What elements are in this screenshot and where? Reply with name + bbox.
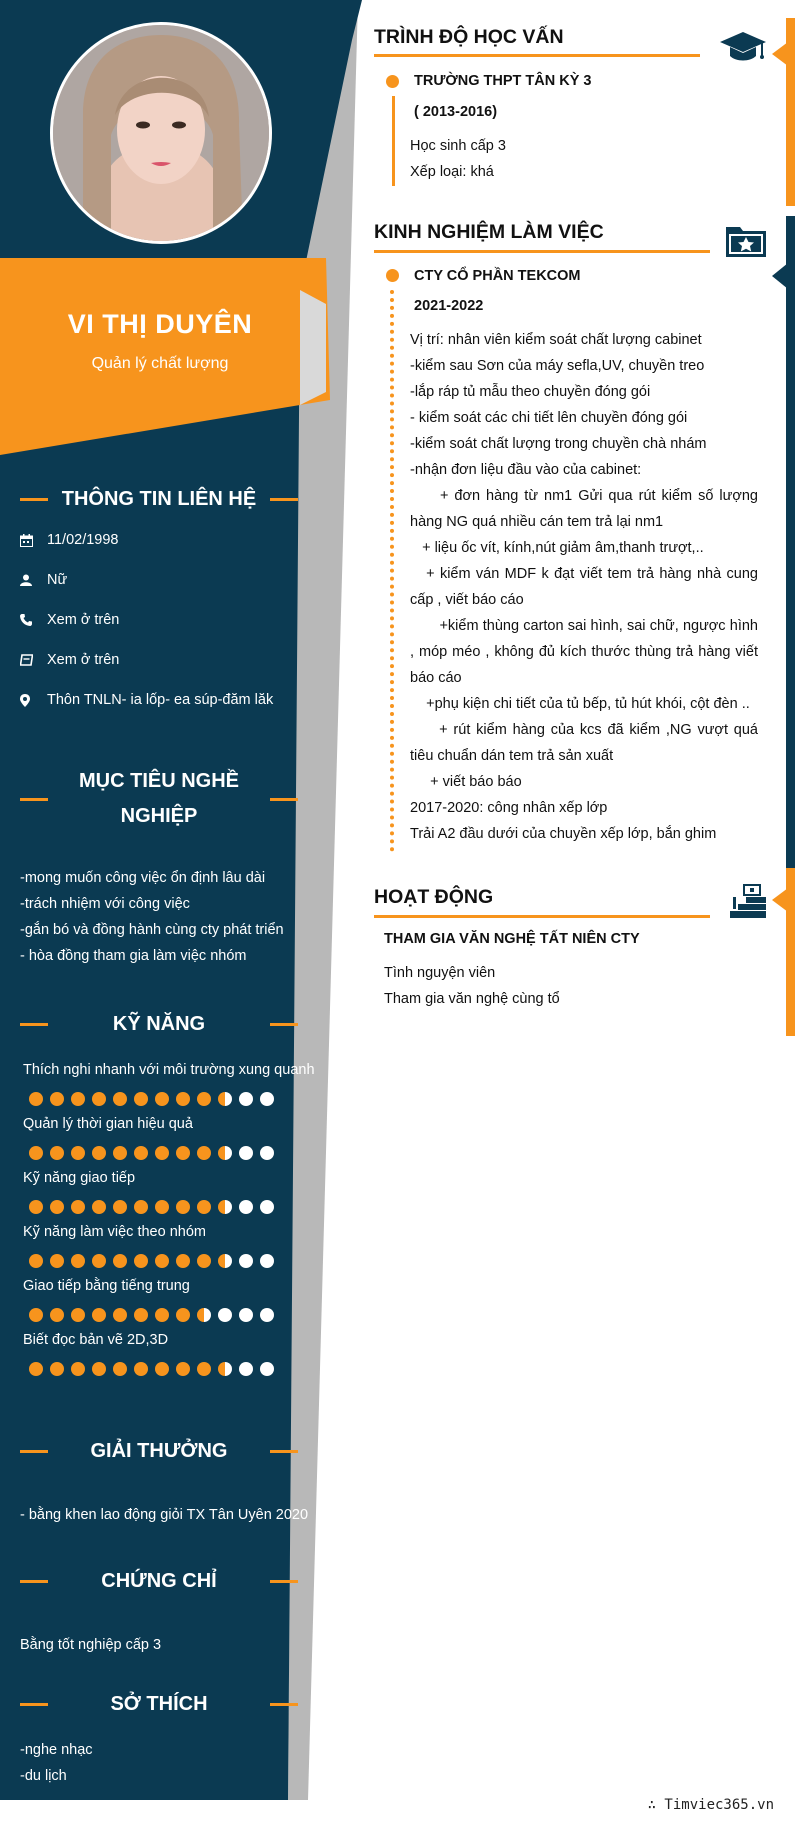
- contact-text: Xem ở trên: [47, 612, 120, 628]
- section-title: [48, 764, 270, 834]
- rating-dot: [50, 1362, 64, 1376]
- rating-dot: [134, 1092, 148, 1106]
- timeline-dotted-line: [390, 290, 394, 852]
- skill-rating: [29, 1362, 274, 1376]
- rating-dot: [71, 1362, 85, 1376]
- section-title: SỞ THÍCH: [110, 1693, 208, 1715]
- experience-details: [410, 327, 763, 847]
- rating-dot: [176, 1254, 190, 1268]
- experience-line: +phụ kiện chi tiết của tủ bếp, tủ hút khói, cột đèn ..: [410, 696, 750, 712]
- skill-name: Quản lý thời gian hiệu quả: [23, 1116, 193, 1132]
- skill-rating: [29, 1146, 274, 1160]
- rating-dot: [50, 1254, 64, 1268]
- rating-dot: [71, 1146, 85, 1160]
- education-detail: Xếp loại: khá: [410, 164, 494, 180]
- timeline-bullet: [386, 75, 399, 88]
- heading-dash: [270, 1023, 298, 1026]
- section-title: THÔNG TIN LIÊN HỆ: [61, 488, 257, 510]
- contact-phone: [20, 612, 119, 628]
- experience-period: 2021-2022: [414, 298, 484, 314]
- experience-line: -kiểm sau Sơn của máy sefla,UV, chuyền treo: [410, 358, 705, 374]
- rating-dot: [155, 1308, 169, 1322]
- experience-line: Vị trí: nhân viên kiểm soát chất lượng cabinet: [410, 332, 702, 348]
- graduation-cap-icon: [720, 30, 766, 69]
- rating-dot: [71, 1200, 85, 1214]
- rating-dot: [113, 1146, 127, 1160]
- watermark: ∴ Timviec365.vn: [647, 1797, 774, 1813]
- rating-dot: [50, 1146, 64, 1160]
- skill-rating: [29, 1308, 274, 1322]
- rating-dot: [155, 1200, 169, 1214]
- rating-dot: [239, 1308, 253, 1322]
- activity-title: THAM GIA VĂN NGHỆ TẤT NIÊN CTY: [384, 931, 640, 947]
- objective-line: - hòa đồng tham gia làm việc nhóm: [20, 948, 247, 964]
- rating-dot: [239, 1362, 253, 1376]
- certificate-text: Bằng tốt nghiệp cấp 3: [20, 1637, 162, 1653]
- rating-dot: [134, 1146, 148, 1160]
- job-title: Quản lý chất lượng: [91, 355, 229, 372]
- email-icon: [20, 654, 47, 666]
- contact-birthday: [20, 532, 119, 548]
- contact-gender: [20, 572, 67, 588]
- calendar-icon: [20, 534, 47, 547]
- rating-dot: [29, 1362, 43, 1376]
- school-name: TRƯỜNG THPT TÂN KỲ 3: [414, 73, 592, 89]
- experience-line: + viết báo báo: [410, 774, 522, 790]
- rating-dot: [113, 1092, 127, 1106]
- rating-dot: [176, 1200, 190, 1214]
- section-title: GIẢI THƯỞNG: [90, 1440, 228, 1462]
- rating-dot: [155, 1146, 169, 1160]
- activity-line: Tình nguyện viên: [384, 965, 496, 981]
- rating-dot: [50, 1200, 64, 1214]
- objective-line: -trách nhiệm với công việc: [20, 896, 190, 912]
- rating-dot: [197, 1092, 211, 1106]
- rating-dot: [29, 1146, 43, 1160]
- award-text: - bằng khen lao động giỏi TX Tân Uyên 2020: [20, 1507, 309, 1523]
- contact-text: Thôn TNLN- ia lốp- ea súp-đăm lăk: [47, 692, 274, 708]
- accent-notch: [772, 42, 788, 66]
- skill-name: Kỹ năng giao tiếp: [23, 1170, 136, 1186]
- rating-dot: [260, 1362, 274, 1376]
- objective-line: -mong muốn công việc ổn định lâu dài: [20, 870, 266, 886]
- rating-dot: [113, 1362, 127, 1376]
- rating-dot: [176, 1362, 190, 1376]
- skill-name: Kỹ năng làm việc theo nhóm: [23, 1224, 206, 1240]
- heading-underline: [374, 54, 700, 57]
- section-title: KỸ NĂNG: [112, 1013, 206, 1035]
- heading-dash: [270, 798, 298, 801]
- rating-dot: [260, 1092, 274, 1106]
- rating-dot: [134, 1254, 148, 1268]
- experience-line: -nhận đơn liệu đầu vào của cabinet:: [410, 462, 642, 478]
- rating-dot: [113, 1308, 127, 1322]
- rating-dot: [218, 1146, 232, 1160]
- objective-heading: [20, 764, 298, 834]
- experience-line: + liệu ốc vít, kính,nút giảm âm,thanh trượt,..: [410, 540, 704, 556]
- rating-dot: [197, 1254, 211, 1268]
- heading-dash: [20, 1023, 48, 1026]
- location-pin-icon: [20, 694, 47, 707]
- rating-dot: [218, 1362, 232, 1376]
- rating-dot: [176, 1146, 190, 1160]
- skill-rating: [29, 1254, 274, 1268]
- section-title-line: MỤC TIÊU NGHỀ: [79, 770, 239, 792]
- rating-dot: [197, 1362, 211, 1376]
- rating-dot: [197, 1146, 211, 1160]
- accent-notch: [772, 888, 788, 912]
- education-period: ( 2013-2016): [414, 104, 498, 120]
- hobby-line: -nghe nhạc: [20, 1742, 93, 1758]
- heading-underline: [374, 915, 710, 918]
- contact-text: 11/02/1998: [47, 532, 119, 548]
- activities-heading: HOẠT ĐỘNG: [374, 886, 494, 908]
- rating-dot: [92, 1362, 106, 1376]
- skill-rating: [29, 1092, 274, 1106]
- rating-dot: [239, 1146, 253, 1160]
- rating-dot: [218, 1308, 232, 1322]
- rating-dot: [197, 1200, 211, 1214]
- avatar: [50, 22, 272, 244]
- experience-line: -kiểm soát chất lượng trong chuyền chà nhám: [410, 436, 707, 452]
- rating-dot: [155, 1092, 169, 1106]
- rating-dot: [260, 1146, 274, 1160]
- rating-dot: [71, 1092, 85, 1106]
- heading-dash: [20, 1450, 48, 1453]
- rating-dot: [50, 1092, 64, 1106]
- contact-email: [20, 652, 119, 668]
- rating-dot: [29, 1092, 43, 1106]
- heading-dash: [270, 498, 298, 501]
- rating-dot: [92, 1200, 106, 1214]
- person-icon: [20, 574, 47, 586]
- contact-text: Xem ở trên: [47, 652, 120, 668]
- rating-dot: [218, 1092, 232, 1106]
- heading-dash: [20, 1703, 48, 1706]
- rating-dot: [260, 1200, 274, 1214]
- objective-text: [20, 865, 310, 969]
- rating-dot: [92, 1146, 106, 1160]
- accent-bar: [786, 216, 795, 873]
- heading-dash: [20, 498, 48, 501]
- rating-dot: [71, 1308, 85, 1322]
- education-heading: TRÌNH ĐỘ HỌC VẤN: [374, 26, 564, 48]
- rating-dot: [176, 1308, 190, 1322]
- section-title-line: NGHIỆP: [120, 805, 198, 827]
- rating-dot: [239, 1200, 253, 1214]
- rating-dot: [239, 1254, 253, 1268]
- hobbies-heading: [20, 1687, 298, 1722]
- hobby-line: -du lịch: [20, 1768, 67, 1784]
- contact-text: Nữ: [47, 572, 68, 588]
- rating-dot: [29, 1308, 43, 1322]
- phone-icon: [20, 614, 47, 626]
- skill-rating: [29, 1200, 274, 1214]
- podium-icon: [730, 883, 766, 924]
- rating-dot: [218, 1200, 232, 1214]
- education-detail: Học sinh cấp 3: [410, 138, 506, 154]
- rating-dot: [155, 1362, 169, 1376]
- heading-underline: [374, 250, 710, 253]
- experience-line: + kiểm ván MDF k đạt viết tem trả hàng nhà cung cấp , viết báo cáo: [410, 566, 763, 608]
- rating-dot: [134, 1200, 148, 1214]
- certificates-heading: [20, 1564, 298, 1599]
- accent-notch: [772, 263, 788, 289]
- rating-dot: [155, 1254, 169, 1268]
- hobbies-text: [20, 1737, 310, 1789]
- company-name: CTY CỔ PHẦN TEKCOM: [414, 268, 581, 284]
- rating-dot: [134, 1362, 148, 1376]
- experience-line: Trải A2 đầu dưới của chuyền xếp lớp, bắn ghim: [410, 826, 717, 842]
- timeline-line: [392, 96, 395, 186]
- rating-dot: [176, 1092, 190, 1106]
- heading-dash: [270, 1703, 298, 1706]
- experience-line: +kiểm thùng carton sai hình, sai chữ, ngược hình , móp méo , không đủ kích thước thùng trả hàng viết báo cáo: [410, 618, 763, 686]
- section-title: CHỨNG CHỈ: [101, 1570, 217, 1592]
- rating-dot: [50, 1308, 64, 1322]
- rating-dot: [92, 1308, 106, 1322]
- candidate-name: VI THỊ DUYÊN: [67, 309, 253, 339]
- rating-dot: [134, 1308, 148, 1322]
- awards-heading: [20, 1434, 298, 1469]
- experience-line: - kiểm soát các chi tiết lên chuyền đóng gói: [410, 410, 688, 426]
- rating-dot: [92, 1092, 106, 1106]
- objective-line: -gắn bó và đồng hành cùng cty phát triển: [20, 922, 284, 938]
- experience-line: + rút kiểm hàng của kcs đã kiểm ,NG vượt quá tiêu chuẩn dán tem trả sản xuất: [410, 722, 763, 764]
- activity-line: Tham gia văn nghệ cùng tổ: [384, 991, 560, 1007]
- skill-name: Giao tiếp bằng tiếng trung: [23, 1278, 190, 1294]
- timeline-bullet: [386, 269, 399, 282]
- experience-line: -lắp ráp tủ mẫu theo chuyền đóng gói: [410, 384, 651, 400]
- skill-name: Biết đọc bản vẽ 2D,3D: [23, 1332, 169, 1348]
- rating-dot: [92, 1254, 106, 1268]
- rating-dot: [260, 1254, 274, 1268]
- rating-dot: [197, 1308, 211, 1322]
- experience-line: + đơn hàng từ nm1 Gửi qua rút kiểm số lượng hàng NG quá nhiều cán tem trả lại nm1: [410, 488, 763, 530]
- folder-star-icon: [726, 223, 766, 262]
- experience-heading: KINH NGHIỆM LÀM VIỆC: [374, 221, 604, 243]
- rating-dot: [218, 1254, 232, 1268]
- heading-dash: [270, 1450, 298, 1453]
- heading-dash: [20, 1580, 48, 1583]
- heading-dash: [270, 1580, 298, 1583]
- rating-dot: [260, 1308, 274, 1322]
- rating-dot: [29, 1254, 43, 1268]
- skills-heading: [20, 1007, 298, 1042]
- rating-dot: [29, 1200, 43, 1214]
- rating-dot: [71, 1254, 85, 1268]
- contact-heading: [20, 482, 298, 517]
- experience-line: 2017-2020: công nhân xếp lớp: [410, 800, 608, 816]
- heading-dash: [20, 798, 48, 801]
- rating-dot: [113, 1254, 127, 1268]
- skill-name: Thích nghi nhanh với môi trường xung quanh: [23, 1062, 315, 1078]
- rating-dot: [113, 1200, 127, 1214]
- contact-address: [20, 692, 273, 708]
- rating-dot: [239, 1092, 253, 1106]
